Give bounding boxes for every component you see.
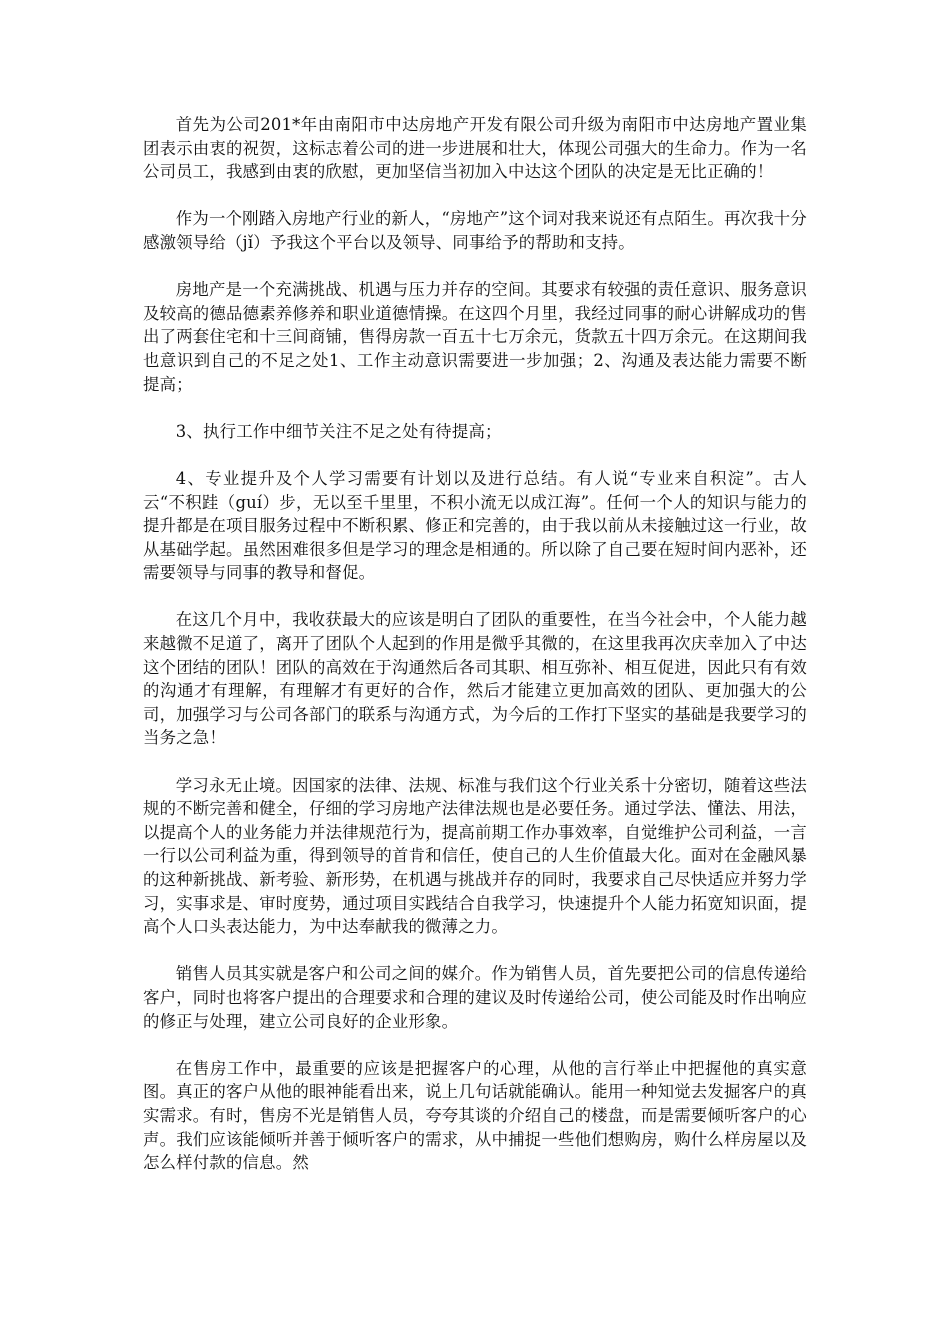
paragraph-point-4: 4、专业提升及个人学习需要有计划以及进行总结。有人说“专业来自积淀”。古人云“不积跬（guí）步，无以至千里里，不积小流无以成江海”。任何一个人的知识与能力的提升都是在项目服务过程中不断积累、修正和完善的，由于我以前从未接触过这一行业，故从基础学起。虽然困难很多但是学习的理念是相通的。所以除了自己要在短时间内恶补，还需要领导与同事的教导和督促。 xyxy=(143,468,807,583)
document-body xyxy=(143,113,807,1198)
paragraph-challenges: 房地产是一个充满挑战、机遇与压力并存的空间。其要求有较强的责任意识、服务意识及较高的德品德素养修养和职业道德情操。在这四个月里，我经过同事的耐心讲解成功的售出了两套住宅和十三间商铺，售得房款一百五十七万余元，货款五十四万余元。在这期间我也意识到自己的不足之处1、工作主动意识需要进一步加强；2、沟通及表达能力需要不断提高； xyxy=(143,280,807,394)
paragraph-point-3: 3、执行工作中细节关注不足之处有待提高； xyxy=(175,421,502,441)
paragraph-congratulations: 首先为公司201*年由南阳市中达房地产开发有限公司升级为南阳市中达房地产置业集团表示由衷的祝贺，这标志着公司的进一步进展和壮大，体现公司强大的生命力。作为一名公司员工，我感到由衷的欣慰，更加坚信当初加入中达这个团队的决定是无比正确的！ xyxy=(143,115,807,182)
paragraph-teamwork: 在这几个月中，我收获最大的应该是明白了团队的重要性，在当今社会中，个人能力越来越微不足道了，离开了团队个人起到的作用是微乎其微的，在这里我再次庆幸加入了中达这个团结的团队！团队的高效在于沟通然后各司其职、相互弥补、相互促进，因此只有有效的沟通才有理解，有理解才有更好的合作，然后才能建立更加高效的团队、更加强大的公司，加强学习与公司各部门的联系与沟通方式，为今后的工作打下坚实的基础是我要学习的当务之急！ xyxy=(143,610,807,748)
paragraph-new-to-real-estate: 作为一个刚踏入房地产行业的新人，“房地产”这个词对我来说还有点陌生。再次我十分感激领导给（jǐ）予我这个平台以及领导、同事给予的帮助和支持。 xyxy=(143,209,807,252)
paragraph-sales-medium: 销售人员其实就是客户和公司之间的媒介。作为销售人员，首先要把公司的信息传递给客户，同时也将客户提出的合理要求和合理的建议及时传递给公司，使公司能及时作出响应的修正与处理，建立公司良好的企业形象。 xyxy=(143,964,807,1031)
paragraph-customer-psychology: 在售房工作中，最重要的应该是把握客户的心理，从他的言行举止中把握他的真实意图。真正的客户从他的眼神能看出来，说上几句话就能确认。能用一种知觉去发掘客户的真实需求。有时，售房不光是销售人员，夸夸其谈的介绍自己的楼盘，而是需要倾听客户的心声。我们应该能倾听并善于倾听客户的需求，从中捕捉一些他们想购房，购什么样房屋以及怎么样付款的信息。然 xyxy=(143,1058,807,1173)
paragraph-learning: 学习永无止境。因国家的法律、法规、标准与我们这个行业关系十分密切，随着这些法规的不断完善和健全，仔细的学习房地产法律法规也是必要任务。通过学法、懂法、用法，以提高个人的业务能力并法律规范行为，提高前期工作办事效率，自觉维护公司利益，一言一行以公司利益为重，得到领导的首肯和信任，使自己的人生价值最大化。面对在金融风暴的这种新挑战、新考验、新形势，在机遇与挑战并存的同时，我要求自己尽快适应并努力学习，实事求是、审时度势，通过项目实践结合自我学习，快速提升个人能力拓宽知识面，提高个人口头表达能力，为中达奉献我的微薄之力。 xyxy=(143,775,807,937)
